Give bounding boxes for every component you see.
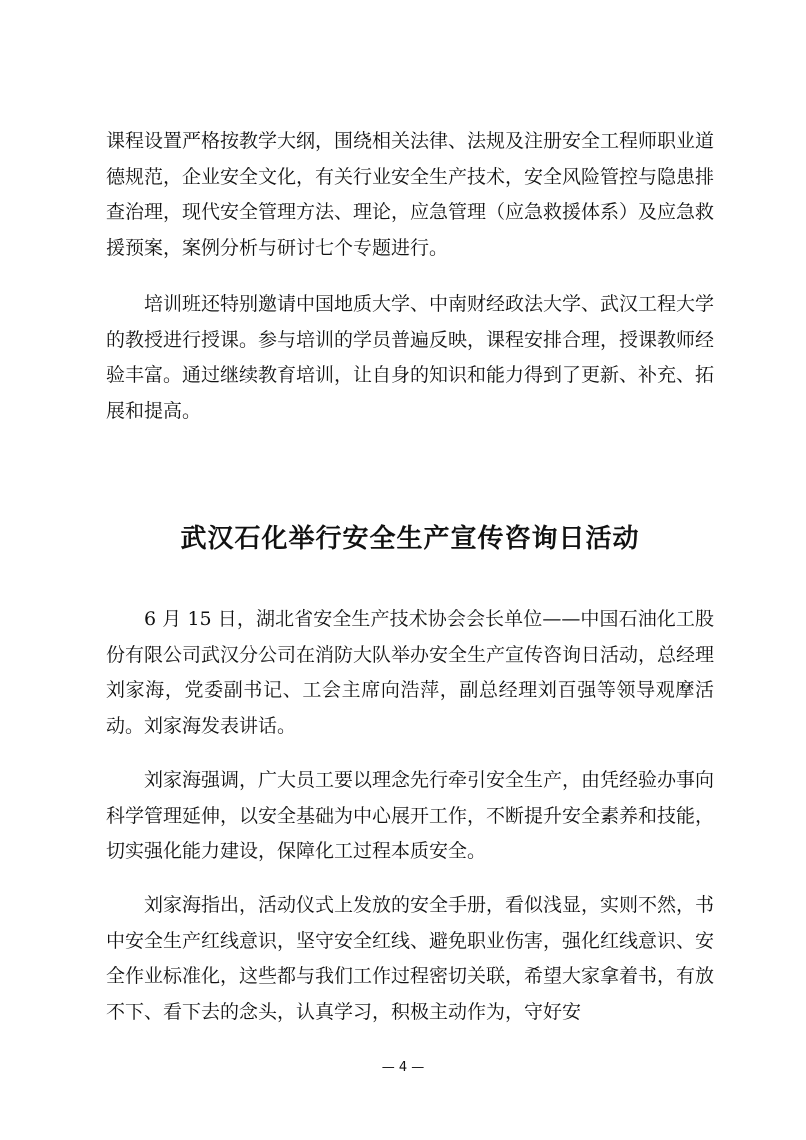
paragraph-course-setup: 课程设置严格按教学大纲，围绕相关法律、法规及注册安全工程师职业道德规范，企业安全文化，有关行业安全生产技术，安全风险管控与隐患排查治理，现代安全管理方法、理论，应急管理（应急救援体系）及应急救援预案，案例分析与研讨七个专题进行。 [106, 130, 715, 259]
page-number: — 4 — [381, 1060, 425, 1075]
paragraph-emphasis: 刘家海强调，广大员工要以理念先行牵引安全生产，由凭经验办事向科学管理延伸，以安全基础为中心展开工作，不断提升安全素养和技能，切实强化能力建设，保障化工过程本质安全。 [106, 769, 715, 862]
article-title: 武汉石化举行安全生产宣传咨询日活动 [180, 524, 640, 554]
paragraph-event-intro: 6 月 15 日，湖北省安全生产技术协会会长单位——中国石油化工股份有限公司武汉分公司在消防大队举办安全生产宣传咨询日活动，总经理刘家海，党委副书记、工会主席向浩萍，副总经理刘百强等领导观摩活动。刘家海发表讲话。 [106, 608, 715, 737]
paragraph-safety-manual: 刘家海指出，活动仪式上发放的安全手册，看似浅显，实则不然，书中安全生产红线意识，坚守安全红线、避免职业伤害，强化红线意识、安全作业标准化，这些都与我们工作过程密切关联，希望大家拿着书，有放不下、看下去的念头，认真学习，积极主动作为，守好安 [106, 894, 715, 1023]
paragraph-training-lecturers: 培训班还特别邀请中国地质大学、中南财经政法大学、武汉工程大学的教授进行授课。参与培训的学员普遍反映，课程安排合理，授课教师经验丰富。通过继续教育培训，让自身的知识和能力得到了更新、补充、拓展和提高。 [106, 293, 715, 422]
